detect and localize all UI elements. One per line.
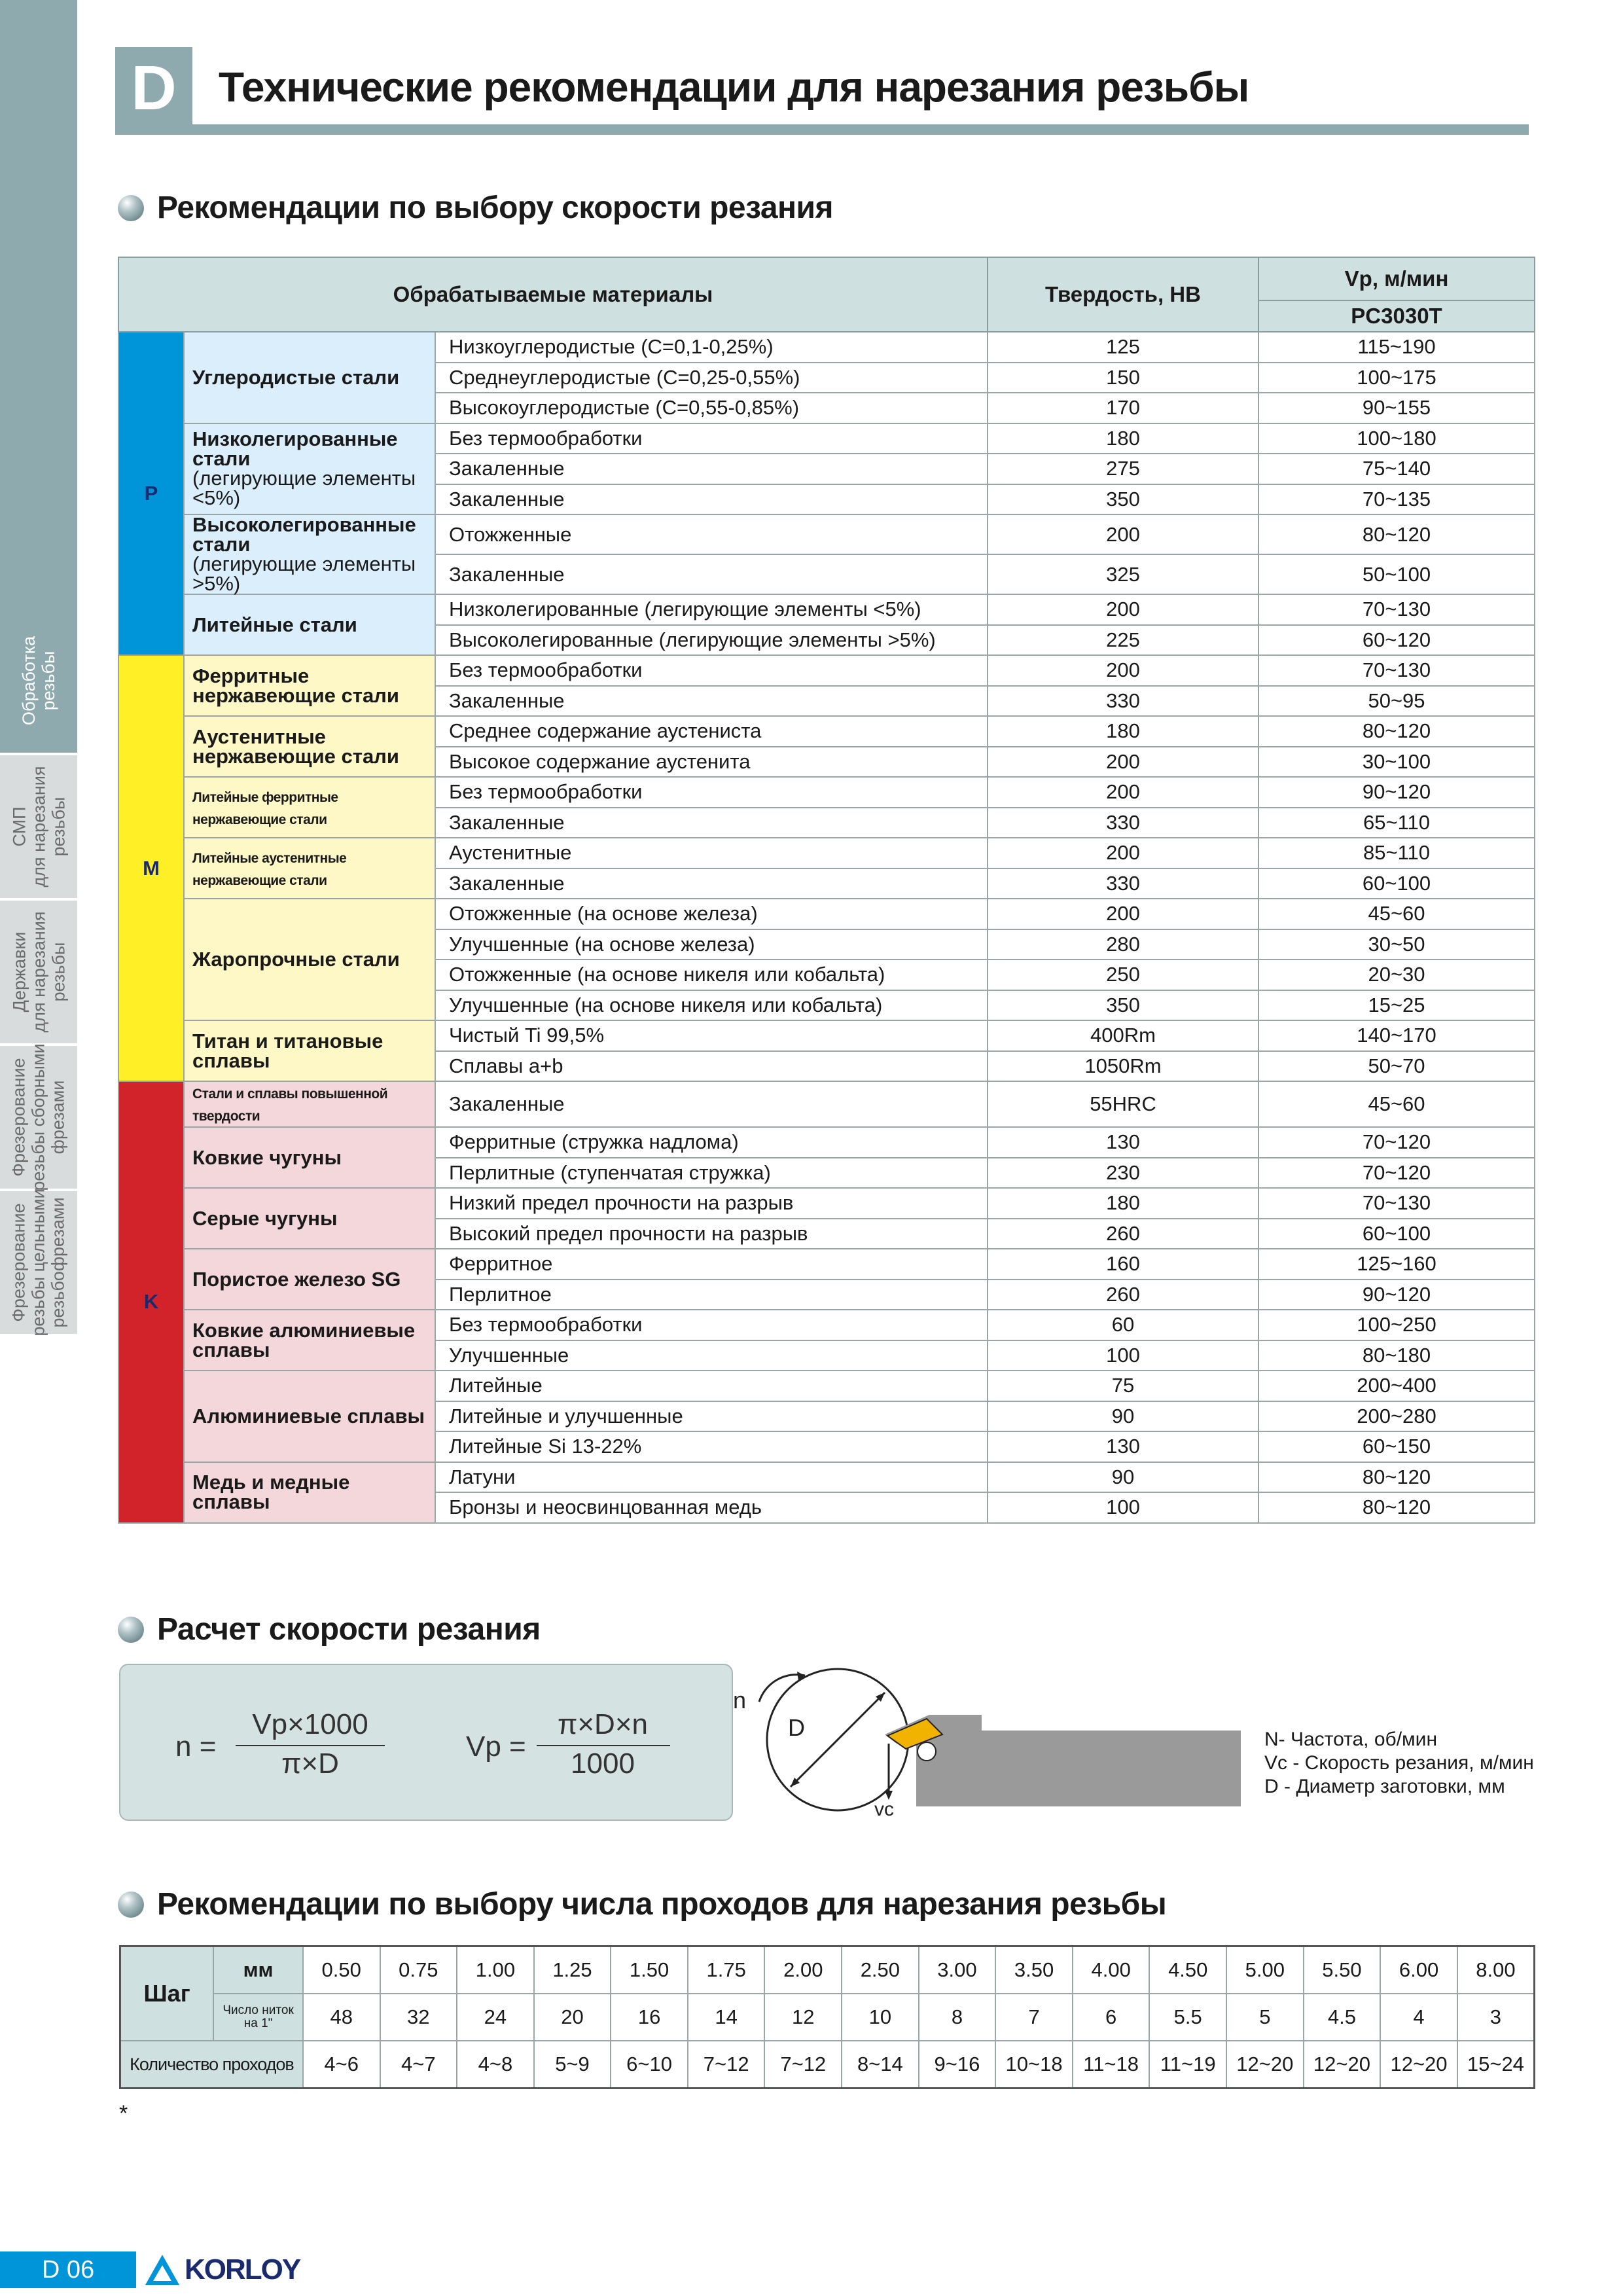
hardness-cell: 60 [988,1310,1258,1340]
subgroup-cell [184,1188,435,1249]
sidebar-tab-label: фрезами [48,1080,68,1155]
formula-box [119,1664,733,1821]
hardness-cell: 350 [988,990,1258,1021]
passes-table [119,1945,1535,2089]
hardness-cell: 90 [988,1462,1258,1493]
hardness-cell: 200 [988,838,1258,869]
mm-label: мм [213,1946,303,1994]
vp-cell: 125~160 [1258,1249,1535,1280]
tpi-cell: 8 [919,1994,996,2041]
formula-n-numerator: Vp×1000 [252,1708,368,1740]
subgroup-name: Ковкие чугуны [192,1145,342,1169]
hardness-cell: 400Rm [988,1020,1258,1051]
hardness-cell: 260 [988,1219,1258,1249]
material-cell: Закаленные [435,808,988,838]
cutting-speed-table [118,257,1535,1524]
mm-cell: 5.50 [1304,1946,1381,1994]
sidebar-tab-label: Фрезерование [9,1203,29,1322]
korloy-logo [144,2251,300,2288]
material-cell: Высокоуглеродистые (С=0,55-0,85%) [435,393,988,423]
tpi-cell: 20 [534,1994,611,2041]
vp-cell: 80~120 [1258,514,1535,554]
material-cell: Бронзы и неосвинцованная медь [435,1492,988,1523]
subgroup-cell [184,423,435,515]
table-row [118,1371,1535,1401]
diagram-label-vc: vc [874,1799,894,1820]
sidebar-tab-label: резьбофрезами [48,1197,69,1328]
passes-cell: 6~10 [611,2041,688,2089]
mm-cell: 0.75 [380,1946,457,1994]
hardness-cell: 1050Rm [988,1051,1258,1082]
legend-item: D - Диаметр заготовки, мм [1264,1776,1505,1797]
passes-cell: 4~7 [380,2041,457,2089]
korloy-logo-icon [144,2253,181,2286]
subgroup-cell [184,899,435,1020]
subgroup-name: Медь и медные сплавы [192,1471,350,1513]
header-divider [115,124,1529,135]
passes-cell: 4~6 [303,2041,380,2089]
mm-cell: 0.50 [303,1946,380,1994]
table-row [118,1310,1535,1340]
sidebar-tab-thread-machining[interactable] [0,609,77,755]
vp-cell: 60~100 [1258,1219,1535,1249]
material-cell: Сплавы a+b [435,1051,988,1082]
vp-cell: 60~120 [1258,625,1535,656]
formula-vp-denominator: 1000 [571,1748,635,1780]
table-row [118,899,1535,929]
hardness-cell: 130 [988,1431,1258,1462]
vp-cell: 100~250 [1258,1310,1535,1340]
formula-vp-lhs: Vp = [466,1731,526,1763]
tpi-cell: 12 [764,1994,842,2041]
vp-cell: 90~155 [1258,393,1535,423]
vp-cell: 30~100 [1258,747,1535,778]
hardness-cell: 350 [988,484,1258,515]
mm-cell: 2.00 [764,1946,842,1994]
vp-cell: 80~120 [1258,1492,1535,1523]
table-row [118,1020,1535,1051]
section-title-text: Рекомендации по выбору скорости резания [157,190,834,225]
hardness-cell: 200 [988,899,1258,929]
mm-cell: 3.50 [995,1946,1073,1994]
material-cell: Высоколегированные (легирующие элементы >5%) [435,625,988,656]
formula-n-fraction-bar [236,1745,385,1746]
material-cell: Ферритные (стружка надлома) [435,1127,988,1158]
header-vp: Vp, м/мин [1258,257,1535,300]
hardness-cell: 225 [988,625,1258,656]
material-cell: Перлитные (ступенчатая стружка) [435,1158,988,1189]
subgroup-cell [184,594,435,655]
subgroup-cell [184,716,435,777]
hardness-cell: 330 [988,808,1258,838]
sidebar-tab-label: резьбы [48,942,69,1002]
material-cell: Литейные и улучшенные [435,1401,988,1432]
sidebar-accent-bar [0,0,77,609]
subgroup-cell [184,332,435,423]
table-row [118,655,1535,686]
header-hardness: Твердость, HB [988,257,1258,332]
passes-cell: 12~20 [1380,2041,1457,2089]
pitch-mm-row [120,1946,1535,1994]
section-title-calc [118,1611,541,1647]
korloy-logo-text: KORLOY [185,2253,300,2286]
material-cell: Закаленные [435,869,988,899]
hardness-cell: 200 [988,514,1258,554]
material-cell: Ферритное [435,1249,988,1280]
mm-cell: 1.00 [457,1946,534,1994]
passes-cell: 8~14 [842,2041,919,2089]
vp-cell: 115~190 [1258,332,1535,363]
insert-screw-icon [918,1742,936,1761]
hardness-cell: 130 [988,1127,1258,1158]
subgroup-name: Низколегированные стали [192,427,398,471]
material-cell: Без термообработки [435,1310,988,1340]
material-cell: Чистый Ti 99,5% [435,1020,988,1051]
sidebar-tab-label: СМП [9,806,29,847]
material-cell: Улучшенные [435,1340,988,1371]
tpi-cell: 48 [303,1994,380,2041]
material-cell: Аустенитные [435,838,988,869]
mm-cell: 4.00 [1073,1946,1150,1994]
vp-cell: 90~120 [1258,1280,1535,1310]
pitch-label: Шаг [120,1946,214,2041]
legend-item: Vc - Скорость резания, м/мин [1264,1752,1534,1774]
vp-cell: 20~30 [1258,960,1535,990]
vp-cell: 90~120 [1258,777,1535,808]
hardness-cell: 230 [988,1158,1258,1189]
vp-cell: 80~120 [1258,716,1535,747]
tpi-cell: 10 [842,1994,919,2041]
tpi-cell: 4.5 [1304,1994,1381,2041]
formula-vp-numerator: π×D×n [558,1708,648,1740]
hardness-cell: 170 [988,393,1258,423]
tpi-cell: 3 [1457,1994,1535,2041]
subgroup-cell [184,1127,435,1188]
subgroup-cell [184,1310,435,1371]
page-number: D 06 [0,2251,136,2288]
subgroup-name: Высоколегированные стали [192,513,416,556]
subgroup-name: Литейные аустенитные нержавеющие стали [192,850,347,888]
diagram-label-n: n [733,1687,747,1713]
table-row [118,332,1535,363]
group-letter: K [118,1081,184,1523]
hardness-cell: 160 [988,1249,1258,1280]
formula-n-denominator: π×D [281,1748,339,1780]
tpi-label: Число ниток на 1" [213,1994,303,2041]
tpi-cell: 4 [1380,1994,1457,2041]
sidebar-tab-inserts[interactable] [0,755,77,901]
sidebar-tab-holders[interactable] [0,901,77,1046]
formula-legend [1264,1728,1534,1799]
table-row [118,1081,1535,1127]
vp-cell: 70~120 [1258,1127,1535,1158]
hardness-cell: 100 [988,1340,1258,1371]
vp-cell: 50~100 [1258,554,1535,594]
vp-cell: 200~280 [1258,1401,1535,1432]
section-title-text: Расчет скорости резания [157,1612,541,1647]
vp-cell: 60~100 [1258,869,1535,899]
vp-cell: 200~400 [1258,1371,1535,1401]
subgroup-name: Титан и титановые сплавы [192,1029,383,1072]
footnote-mark: * [119,2101,128,2126]
material-cell: Низкий предел прочности на разрыв [435,1188,988,1219]
sidebar-tab-label: для нарезания [29,911,49,1033]
hardness-cell: 150 [988,363,1258,393]
passes-cell: 7~12 [688,2041,765,2089]
hardness-cell: 275 [988,454,1258,484]
tpi-cell: 7 [995,1994,1073,2041]
tpi-cell: 5 [1226,1994,1304,2041]
material-cell: Высокое содержание аустенита [435,747,988,778]
mm-cell: 6.00 [1380,1946,1457,1994]
subgroup-cell [184,655,435,716]
subgroup-name: Аустенитные нержавеющие стали [192,725,399,768]
hardness-cell: 90 [988,1401,1258,1432]
subgroup-name: Углеродистые стали [192,365,400,389]
subgroup-cell [184,514,435,594]
passes-label: Количество проходов [120,2041,303,2089]
hardness-cell: 200 [988,777,1258,808]
passes-cell: 11~19 [1149,2041,1226,2089]
section-title-speed [118,190,833,226]
table-row [118,716,1535,747]
subgroup-cell [184,838,435,899]
hardness-cell: 75 [988,1371,1258,1401]
material-cell: Литейные Si 13-22% [435,1431,988,1462]
passes-cell: 12~20 [1304,2041,1381,2089]
hardness-cell: 200 [988,594,1258,625]
hardness-cell: 200 [988,747,1258,778]
subgroup-name: Ферритные нержавеющие стали [192,664,399,707]
table-row [118,594,1535,625]
passes-cell: 10~18 [995,2041,1073,2089]
group-letter: P [118,332,184,655]
vp-cell: 80~120 [1258,1462,1535,1493]
material-cell: Перлитное [435,1280,988,1310]
vp-cell: 70~130 [1258,655,1535,686]
vp-cell: 140~170 [1258,1020,1535,1051]
vp-cell: 50~95 [1258,686,1535,717]
passes-cell: 12~20 [1226,2041,1304,2089]
table-row [118,838,1535,869]
subgroup-cell [184,1081,435,1127]
hardness-cell: 200 [988,655,1258,686]
material-cell: Без термообработки [435,655,988,686]
subgroup-note: (легирующие элементы >5%) [192,552,416,595]
diagram-label-d: D [788,1714,805,1741]
hardness-cell: 180 [988,1188,1258,1219]
tpi-cell: 16 [611,1994,688,2041]
mm-cell: 8.00 [1457,1946,1535,1994]
hardness-cell: 330 [988,686,1258,717]
sidebar-tab-label: Державки [9,931,29,1013]
tool-holder [916,1731,1241,1806]
pitch-tpi-row [120,1994,1535,2041]
vp-cell: 85~110 [1258,838,1535,869]
subgroup-name: Литейные стали [192,613,357,636]
vp-cell: 100~175 [1258,363,1535,393]
table-row [118,777,1535,808]
subgroup-name: Литейные ферритные нержавеющие стали [192,789,338,827]
vp-cell: 100~180 [1258,423,1535,454]
material-cell: Высокий предел прочности на разрыв [435,1219,988,1249]
table-row [118,423,1535,454]
material-cell: Среднее содержание аустениста [435,716,988,747]
tpi-cell: 5.5 [1149,1994,1226,2041]
legend-item: N- Частота, об/мин [1264,1729,1438,1750]
vp-cell: 70~130 [1258,1188,1535,1219]
table-row [118,514,1535,554]
passes-cell: 9~16 [919,2041,996,2089]
section-letter-badge: D [115,47,192,130]
header-grade: PC3030T [1258,300,1535,332]
mm-cell: 1.25 [534,1946,611,1994]
mm-cell: 1.50 [611,1946,688,1994]
page-title: Технические рекомендации для нарезания резьбы [219,63,1249,111]
subgroup-cell [184,1462,435,1523]
material-cell: Улучшенные (на основе никеля или кобальта) [435,990,988,1021]
bullet-icon [118,1892,144,1918]
subgroup-name: Жаропрочные стали [192,948,400,971]
material-cell: Литейные [435,1371,988,1401]
vp-cell: 30~50 [1258,929,1535,960]
material-cell: Улучшенные (на основе железа) [435,929,988,960]
material-cell: Отожженные [435,514,988,554]
subgroup-cell [184,1371,435,1462]
hardness-cell: 55HRC [988,1081,1258,1127]
sidebar-tab-label: резьбы [39,651,58,711]
table-row [118,1188,1535,1219]
section-title-text: Рекомендации по выбору числа проходов для нарезания резьбы [157,1887,1167,1922]
vp-cell: 70~130 [1258,594,1535,625]
subgroup-name: Алюминиевые сплавы [192,1404,425,1427]
subgroup-cell [184,1249,435,1310]
material-cell: Без термообработки [435,423,988,454]
material-cell: Закаленные [435,484,988,515]
material-cell: Закаленные [435,1081,988,1127]
hardness-cell: 125 [988,332,1258,363]
mm-cell: 5.00 [1226,1946,1304,1994]
table-row [118,1462,1535,1493]
subgroup-cell [184,1020,435,1081]
tpi-cell: 6 [1073,1994,1150,2041]
passes-cell: 11~18 [1073,2041,1150,2089]
passes-row [120,2041,1535,2089]
hardness-cell: 325 [988,554,1258,594]
tpi-cell: 14 [688,1994,765,2041]
vp-cell: 60~150 [1258,1431,1535,1462]
material-cell: Отожженные (на основе железа) [435,899,988,929]
material-cell: Отожженные (на основе никеля или кобальта) [435,960,988,990]
table-row [118,1249,1535,1280]
passes-cell: 15~24 [1457,2041,1535,2089]
material-cell: Среднеуглеродистые (С=0,25-0,55%) [435,363,988,393]
sidebar-tab-label: резьбы [48,797,69,857]
subgroup-note: (легирующие элементы <5%) [192,467,416,510]
hardness-cell: 180 [988,423,1258,454]
subgroup-name: Серые чугуны [192,1206,338,1230]
tpi-cell: 24 [457,1994,534,2041]
speed-table-body [118,332,1535,1523]
passes-cell: 4~8 [457,2041,534,2089]
subgroup-name: Стали и сплавы повышенной твердости [192,1086,388,1124]
vp-cell: 45~60 [1258,899,1535,929]
passes-cell: 5~9 [534,2041,611,2089]
group-letter: M [118,655,184,1081]
section-title-passes [118,1886,1166,1922]
sidebar-tab-label: Обработка [19,636,39,726]
header-material: Обрабатываемые материалы [118,257,988,332]
tpi-cell: 32 [380,1994,457,2041]
mm-cell: 1.75 [688,1946,765,1994]
vp-cell: 80~180 [1258,1340,1535,1371]
sidebar-tab-label: Фрезерование [9,1058,29,1177]
vp-cell: 50~70 [1258,1051,1535,1082]
subgroup-name: Ковкие алюминиевые сплавы [192,1318,416,1361]
sidebar-tab-solid-milling[interactable] [0,1191,77,1336]
vp-cell: 15~25 [1258,990,1535,1021]
material-cell: Без термообработки [435,777,988,808]
sidebar-tab-indexable-milling[interactable] [0,1043,77,1191]
sidebar-tab-label: для нарезания [29,766,49,888]
bullet-icon [118,195,144,221]
mm-cell: 2.50 [842,1946,919,1994]
hardness-cell: 260 [988,1280,1258,1310]
mm-cell: 4.50 [1149,1946,1226,1994]
material-cell: Закаленные [435,454,988,484]
hardness-cell: 280 [988,929,1258,960]
vp-cell: 70~120 [1258,1158,1535,1189]
hardness-cell: 250 [988,960,1258,990]
sidebar-tab-label: резьбы сборными [29,1043,48,1191]
formula-vp-fraction-bar [537,1745,670,1746]
hardness-cell: 100 [988,1492,1258,1523]
material-cell: Низкоуглеродистые (С=0,1-0,25%) [435,332,988,363]
vp-cell: 70~135 [1258,484,1535,515]
turning-diagram [733,1662,1243,1820]
mm-cell: 3.00 [919,1946,996,1994]
bullet-icon [118,1617,144,1643]
material-cell: Низколегированные (легирующие элементы <5%) [435,594,988,625]
material-cell: Закаленные [435,686,988,717]
passes-cell: 7~12 [764,2041,842,2089]
table-row [118,1127,1535,1158]
subgroup-name: Пористое железо SG [192,1267,401,1291]
material-cell: Латуни [435,1462,988,1493]
sidebar-tab-label: резьбы цельными [29,1189,49,1336]
hardness-cell: 180 [988,716,1258,747]
vp-cell: 75~140 [1258,454,1535,484]
subgroup-cell [184,777,435,838]
vp-cell: 65~110 [1258,808,1535,838]
vp-cell: 45~60 [1258,1081,1535,1127]
formula-n-lhs: n = [175,1731,217,1763]
material-cell: Закаленные [435,554,988,594]
hardness-cell: 330 [988,869,1258,899]
